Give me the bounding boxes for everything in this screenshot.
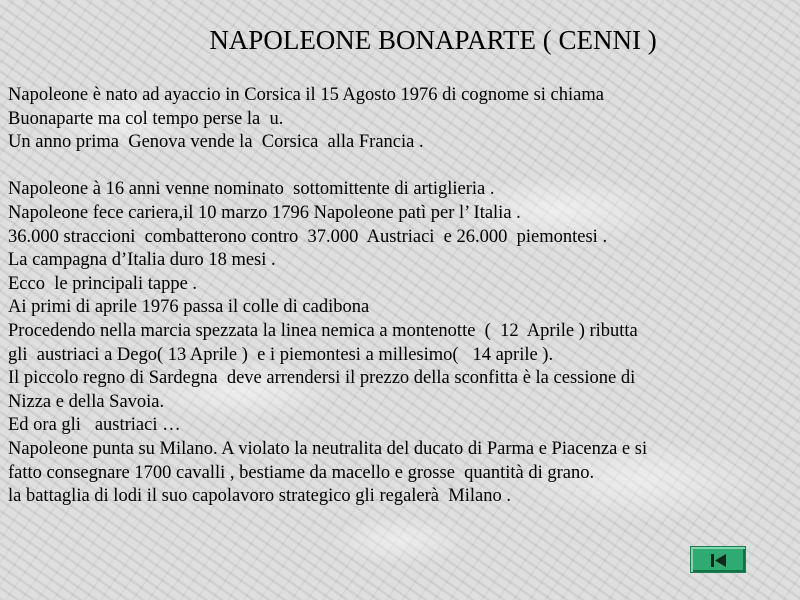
body-line: 36.000 straccioni combatterono contro 37.000 Austriaci e 26.000 piemontesi . — [8, 226, 608, 247]
body-line: la battaglia di lodi il suo capolavoro strategico gli regalerà Milano . — [8, 486, 511, 507]
body-line: Un anno prima Genova vende la Corsica alla Francia . — [8, 132, 424, 153]
body-line: La campagna d’Italia duro 18 mesi . — [8, 250, 276, 271]
body-line: Napoleone è nato ad ayaccio in Corsica il 15 Agosto 1976 di cognome si chiama — [8, 85, 604, 105]
slide-body — [8, 84, 796, 509]
body-line: Il piccolo regno di Sardegna deve arrendersi il prezzo della sconfitta è la cessione di — [8, 368, 636, 389]
body-line: fatto consegnare 1700 cavalli , bestiame da macello e grosse quantità di grano. — [8, 462, 595, 483]
body-line: Procedendo nella marcia spezzata la linea nemica a montenotte ( 12 Aprile ) ributta — [8, 320, 638, 341]
body-line: Napoleone fece cariera,il 10 marzo 1796 Napoleone patì per l’ Italia . — [8, 202, 521, 223]
body-line — [8, 155, 796, 179]
skip-back-icon — [710, 553, 728, 568]
back-button[interactable] — [690, 546, 746, 573]
body-line: Buonaparte ma col tempo perse la u. — [8, 108, 284, 129]
body-line: Napoleone à 16 anni venne nominato sottomittente di artiglieria . — [8, 179, 495, 200]
body-line: Ed ora gli austriaci … — [8, 415, 181, 436]
body-line: Ai primi di aprile 1976 passa il colle di cadibona — [8, 297, 370, 318]
slide-title: NAPOLEONE BONAPARTE ( CENNI ) — [209, 25, 657, 55]
body-line: Nizza e della Savoia. — [8, 391, 165, 412]
body-line: gli austriaci a Dego( 13 Aprile ) e i piemontesi a millesimo( 14 aprile ). — [8, 344, 554, 365]
body-line: Napoleone punta su Milano. A violato la neutralita del ducato di Parma e Piacenza e si — [8, 438, 648, 459]
body-line: Ecco le principali tappe . — [8, 273, 198, 294]
